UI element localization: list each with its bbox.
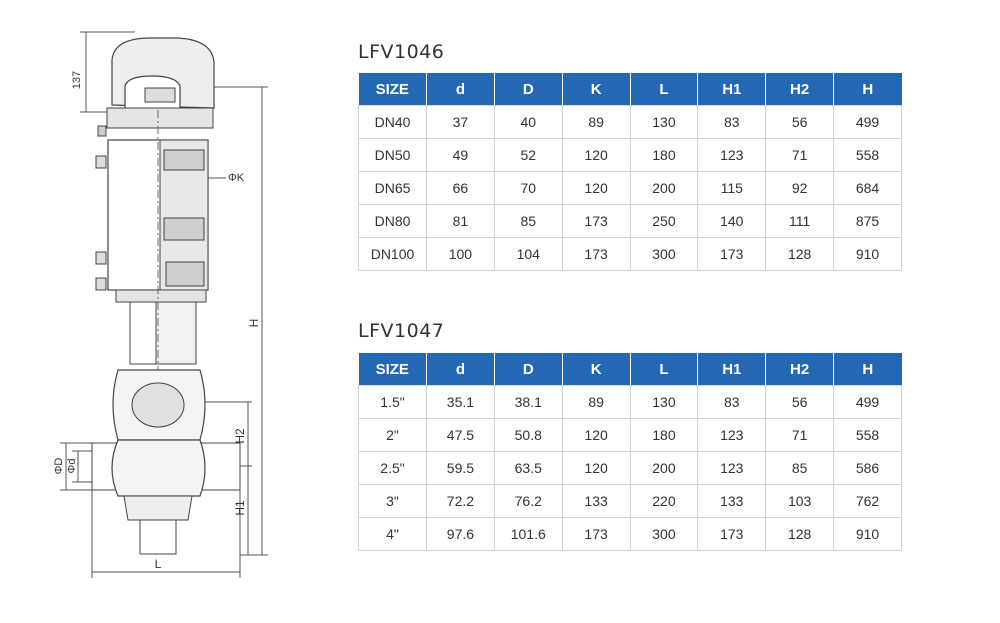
- dim-h-label: H: [247, 318, 261, 328]
- table-cell: 250: [630, 205, 698, 238]
- table-cell: 49: [427, 139, 495, 172]
- table-row: [359, 386, 902, 419]
- header-cell: H2: [766, 73, 834, 106]
- table-cell: DN40: [359, 106, 427, 139]
- table-cell: 120: [562, 452, 630, 485]
- table-cell: 200: [630, 172, 698, 205]
- table-header-row: [359, 73, 902, 106]
- header-cell: SIZE: [359, 73, 427, 106]
- table-cell: 173: [562, 238, 630, 271]
- table-cell: 173: [698, 238, 766, 271]
- table-cell: 71: [766, 139, 834, 172]
- header-cell: D: [494, 353, 562, 386]
- table-cell: 83: [698, 386, 766, 419]
- header-cell: K: [562, 353, 630, 386]
- table-cell: 875: [834, 205, 902, 238]
- table-cell: 115: [698, 172, 766, 205]
- table-row: [359, 485, 902, 518]
- table-cell: 123: [698, 452, 766, 485]
- table-cell: 1.5": [359, 386, 427, 419]
- table-row: [359, 452, 902, 485]
- table-cell: 173: [698, 518, 766, 551]
- table-cell: 128: [766, 238, 834, 271]
- table-cell: 4": [359, 518, 427, 551]
- table-cell: 3": [359, 485, 427, 518]
- table-cell: 499: [834, 106, 902, 139]
- header-cell: H2: [766, 353, 834, 386]
- table-cell: 50.8: [494, 419, 562, 452]
- table-cell: 52: [494, 139, 562, 172]
- header-cell: K: [562, 73, 630, 106]
- table-cell: 910: [834, 238, 902, 271]
- table-cell: 111: [766, 205, 834, 238]
- table-cell: 220: [630, 485, 698, 518]
- table-cell: DN65: [359, 172, 427, 205]
- table-cell: 558: [834, 419, 902, 452]
- table-cell: 40: [494, 106, 562, 139]
- header-cell: d: [427, 73, 495, 106]
- dim-137-label: 137: [71, 70, 83, 90]
- table-cell: 71: [766, 419, 834, 452]
- table-cell: 83: [698, 106, 766, 139]
- table-cell: 130: [630, 106, 698, 139]
- table-row: [359, 106, 902, 139]
- table-cell: 120: [562, 419, 630, 452]
- table-cell: 499: [834, 386, 902, 419]
- table-cell: 85: [494, 205, 562, 238]
- dim-l-label: L: [154, 557, 162, 571]
- table-cell: 123: [698, 419, 766, 452]
- table-cell: 56: [766, 386, 834, 419]
- table-cell: 66: [427, 172, 495, 205]
- table-cell: 133: [562, 485, 630, 518]
- table-row: [359, 172, 902, 205]
- header-cell: H1: [698, 353, 766, 386]
- table-cell: 123: [698, 139, 766, 172]
- model-title-lfv1046: LFV1046: [358, 41, 445, 63]
- table-cell: 47.5: [427, 419, 495, 452]
- table-row: [359, 205, 902, 238]
- table-cell: 101.6: [494, 518, 562, 551]
- dim-h2-label: H2: [233, 428, 247, 444]
- table-cell: 76.2: [494, 485, 562, 518]
- table-cell: 85: [766, 452, 834, 485]
- table-cell: DN100: [359, 238, 427, 271]
- table-cell: 180: [630, 139, 698, 172]
- table-row: [359, 238, 902, 271]
- table-cell: DN80: [359, 205, 427, 238]
- header-cell: D: [494, 73, 562, 106]
- table-row: [359, 419, 902, 452]
- model-title-lfv1047: LFV1047: [358, 320, 445, 342]
- table-cell: 35.1: [427, 386, 495, 419]
- table-cell: 92: [766, 172, 834, 205]
- table-cell: 684: [834, 172, 902, 205]
- table-cell: 173: [562, 518, 630, 551]
- dim-d-label: Φd: [66, 458, 78, 474]
- table-cell: 100: [427, 238, 495, 271]
- header-cell: L: [630, 73, 698, 106]
- table-cell: 133: [698, 485, 766, 518]
- table-cell: DN50: [359, 139, 427, 172]
- header-cell: d: [427, 353, 495, 386]
- header-cell: L: [630, 353, 698, 386]
- table-cell: 173: [562, 205, 630, 238]
- table-cell: 59.5: [427, 452, 495, 485]
- dim-h1-label: H1: [233, 500, 247, 516]
- header-cell: H: [834, 353, 902, 386]
- table-cell: 70: [494, 172, 562, 205]
- table-cell: 910: [834, 518, 902, 551]
- table-cell: 38.1: [494, 386, 562, 419]
- dim-k-label: ΦK: [228, 172, 245, 184]
- header-cell: SIZE: [359, 353, 427, 386]
- table-cell: 586: [834, 452, 902, 485]
- table-header-row: [359, 353, 902, 386]
- table-cell: 89: [562, 106, 630, 139]
- table-cell: 180: [630, 419, 698, 452]
- table-row: [359, 518, 902, 551]
- table-cell: 103: [766, 485, 834, 518]
- table-cell: 300: [630, 518, 698, 551]
- table-cell: 81: [427, 205, 495, 238]
- table-cell: 200: [630, 452, 698, 485]
- header-cell: H: [834, 73, 902, 106]
- dim-D-label: ΦD: [53, 457, 65, 475]
- table-cell: 89: [562, 386, 630, 419]
- spec-table-lfv1047: [358, 353, 902, 551]
- header-cell: H1: [698, 73, 766, 106]
- table-cell: 56: [766, 106, 834, 139]
- table-cell: 558: [834, 139, 902, 172]
- table-cell: 130: [630, 386, 698, 419]
- table-cell: 97.6: [427, 518, 495, 551]
- valve-technical-drawing: [0, 0, 320, 623]
- table-row: [359, 139, 902, 172]
- table-cell: 2": [359, 419, 427, 452]
- table-cell: 2.5": [359, 452, 427, 485]
- table-cell: 128: [766, 518, 834, 551]
- table-cell: 762: [834, 485, 902, 518]
- table-cell: 104: [494, 238, 562, 271]
- table-cell: 72.2: [427, 485, 495, 518]
- table-cell: 37: [427, 106, 495, 139]
- table-cell: 300: [630, 238, 698, 271]
- table-cell: 140: [698, 205, 766, 238]
- table-cell: 120: [562, 172, 630, 205]
- spec-table-lfv1046: [358, 73, 902, 271]
- table-cell: 120: [562, 139, 630, 172]
- table-cell: 63.5: [494, 452, 562, 485]
